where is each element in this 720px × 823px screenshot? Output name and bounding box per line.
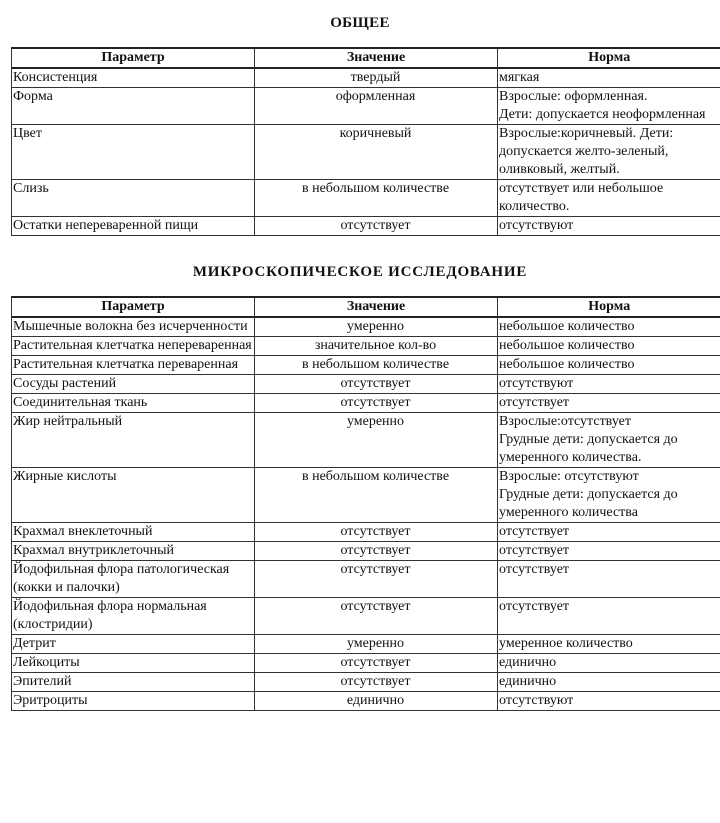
cell-norm [498,88,720,125]
cell-parameter: Растительная клетчатка непереваренная [12,337,255,356]
header-value: Значение [255,48,498,68]
section-title-microscopic: МИКРОСКОПИЧЕСКОЕ ИССЛЕДОВАНИЕ [192,264,528,280]
cell-value: отсутствует [255,654,498,673]
table-row [12,598,720,635]
cell-value: отсутствует [255,673,498,692]
table-row [12,375,720,394]
cell-value: отсутствует [255,394,498,413]
cell-norm [498,692,720,711]
norm-line: отсутствует [499,543,570,558]
norm-line: количество. [499,199,570,214]
table-header-row [12,297,720,317]
norm-line: умеренного количества. [499,450,642,465]
cell-norm [498,598,720,635]
cell-parameter: Слизь [12,180,255,217]
cell-parameter: Растительная клетчатка переваренная [12,356,255,375]
cell-norm [498,468,720,523]
norm-line: отсутствует [499,524,570,539]
cell-norm [498,523,720,542]
norm-line: единично [499,674,557,689]
cell-parameter: Цвет [12,125,255,180]
table-row [12,561,720,598]
cell-value: умеренно [255,413,498,468]
norm-line: Взрослые:отсутствует [499,414,631,429]
norm-line: допускается желто-зеленый, [499,144,669,159]
table-row [12,523,720,542]
header-norm: Норма [498,297,720,317]
norm-line: оливковый, желтый. [499,162,620,177]
norm-line: Грудные дети: допускается до [499,432,678,447]
norm-line: Грудные дети: допускается до [499,487,678,502]
cell-value: оформленная [255,88,498,125]
cell-value: умеренно [255,635,498,654]
cell-parameter: Сосуды растений [12,375,255,394]
table-row [12,692,720,711]
table-header-row [12,48,720,68]
cell-value: умеренно [255,317,498,337]
norm-line: отсутствует [499,562,570,577]
cell-norm [498,673,720,692]
cell-parameter: Йодофильная флора нормальная (клостридии) [12,598,255,635]
cell-parameter: Жир нейтральный [12,413,255,468]
cell-parameter: Соединительная ткань [12,394,255,413]
norm-line: отсутствуют [499,376,574,391]
cell-norm [498,394,720,413]
cell-parameter: Остатки непереваренной пищи [12,217,255,236]
cell-norm [498,356,720,375]
cell-parameter: Жирные кислоты [12,468,255,523]
norm-line: небольшое количество [499,357,635,372]
table-row [12,394,720,413]
cell-value: отсутствует [255,561,498,598]
norm-line: Взрослые:коричневый. Дети: [499,126,674,141]
table-row [12,654,720,673]
table-row [12,673,720,692]
cell-norm [498,635,720,654]
cell-norm [498,654,720,673]
cell-norm [498,68,720,88]
cell-parameter: Лейкоциты [12,654,255,673]
cell-parameter: Форма [12,88,255,125]
cell-parameter: Крахмал внутриклеточный [12,542,255,561]
norm-line: Взрослые: отсутствуют [499,469,639,484]
cell-norm [498,180,720,217]
table-row [12,180,720,217]
cell-value: твердый [255,68,498,88]
norm-line: небольшое количество [499,338,635,353]
cell-value: в небольшом количестве [255,468,498,523]
norm-line: мягкая [499,70,540,85]
table-row [12,68,720,88]
norm-line: Взрослые: оформленная. [499,89,648,104]
cell-parameter: Эритроциты [12,692,255,711]
header-parameter: Параметр [12,297,255,317]
cell-value: отсутствует [255,598,498,635]
cell-value: в небольшом количестве [255,180,498,217]
norm-line: умеренного количества [499,505,638,520]
table-row [12,413,720,468]
table-row [12,125,720,180]
cell-parameter: Мышечные волокна без исчерченности [12,317,255,337]
cell-value: в небольшом количестве [255,356,498,375]
norm-line: Дети: допускается неоформленная [499,107,706,122]
cell-parameter: Крахмал внеклеточный [12,523,255,542]
cell-norm [498,337,720,356]
cell-norm [498,561,720,598]
cell-norm [498,125,720,180]
cell-norm [498,217,720,236]
cell-parameter: Эпителий [12,673,255,692]
cell-value: коричневый [255,125,498,180]
general-table [11,47,720,236]
table-row [12,317,720,337]
norm-line: отсутствует [499,599,570,614]
header-parameter: Параметр [12,48,255,68]
table-row [12,337,720,356]
cell-value: отсутствует [255,542,498,561]
cell-norm [498,542,720,561]
norm-line: отсутствует [499,395,570,410]
cell-value: отсутствует [255,217,498,236]
norm-line: единично [499,655,557,670]
cell-value: отсутствует [255,375,498,394]
table-row [12,88,720,125]
norm-line: небольшое количество [499,319,635,334]
table-row [12,217,720,236]
norm-line: отсутствуют [499,218,574,233]
microscopic-table [11,296,720,711]
cell-norm [498,317,720,337]
cell-norm [498,413,720,468]
table-row [12,635,720,654]
norm-line: умеренное количество [499,636,633,651]
table-row [12,542,720,561]
cell-norm [498,375,720,394]
cell-value: отсутствует [255,523,498,542]
cell-parameter: Консистенция [12,68,255,88]
table-row [12,468,720,523]
cell-value: единично [255,692,498,711]
header-value: Значение [255,297,498,317]
section-title-general: ОБЩЕЕ [330,15,390,31]
norm-line: отсутствует или небольшое [499,181,664,196]
table-row [12,356,720,375]
cell-value: значительное кол-во [255,337,498,356]
cell-parameter: Детрит [12,635,255,654]
cell-parameter: Йодофильная флора патологическая (кокки и палочки) [12,561,255,598]
norm-line: отсутствуют [499,693,574,708]
header-norm: Норма [498,48,720,68]
